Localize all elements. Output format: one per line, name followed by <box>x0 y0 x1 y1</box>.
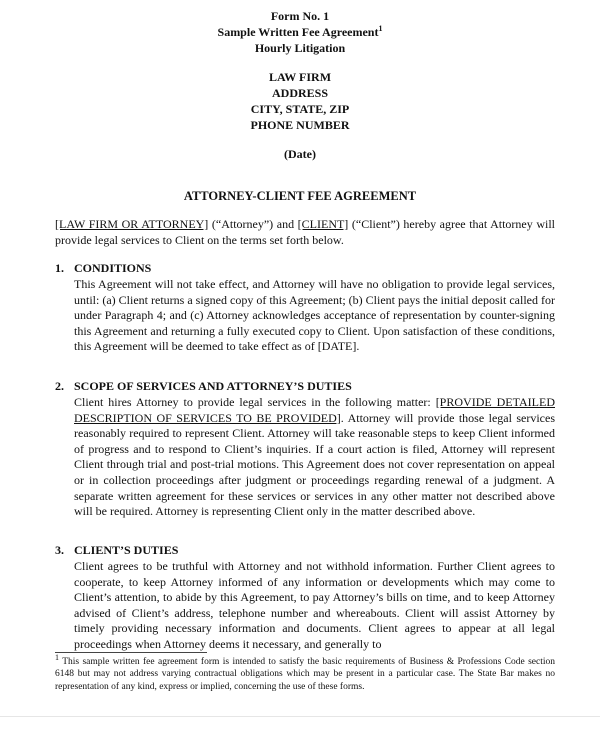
attorney-definition: (“Attorney”) and <box>208 217 298 231</box>
section-number: 3. <box>55 543 64 557</box>
section-body-client-duties: Client agrees to be truthful with Attorney and not withhold information. Further Client agrees to cooperate, to keep Attorney informed of any information or developments which may come to Client’s attention, to abide by this Agreement, to pay Attorney’s bills on time, and to keep Attorney advised of Client’s address, telephone number and whereabouts. Client will assist Attorney by timely providing necessary information and documents. Client agrees to appear at all legal proceedings when Attorney deems it necessary, and generally to <box>74 559 555 651</box>
footnote <box>55 652 555 693</box>
firm-name: LAW FIRM <box>268 70 332 84</box>
section-body-conditions: This Agreement will not take effect, and Attorney will have no obligation to provide legal services, until: (a) Client returns a signed copy of this Agreement; (b) Client pays the initial deposit called for under Paragraph 4; and (c) Attorney acknowledges acceptance of representation by counter-signing this Agreement and returning a fully executed copy to Client. Upon satisfaction of these conditions, this Agreement will be deemed to take effect as of [DATE]. <box>74 277 555 354</box>
page-bottom-edge <box>0 716 600 717</box>
section-title: SCOPE OF SERVICES AND ATTORNEY’S DUTIES <box>74 379 352 393</box>
section-number: 1. <box>55 261 64 275</box>
section-title: CONDITIONS <box>74 261 152 275</box>
client-placeholder: [CLIENT] <box>297 217 349 231</box>
agreement-date: (Date) <box>284 147 316 161</box>
firm-phone: PHONE NUMBER <box>250 118 350 132</box>
title-footnote-mark: 1 <box>378 24 383 33</box>
agreement-title: ATTORNEY-CLIENT FEE AGREEMENT <box>183 189 417 203</box>
section-number: 2. <box>55 379 64 393</box>
document-subtitle: Hourly Litigation <box>254 41 346 55</box>
firm-placeholder: [LAW FIRM OR ATTORNEY] <box>55 217 209 231</box>
footnote-text: This sample written fee agreement form is intended to satisfy the basic requirements of Business & Professions Code section 6148 but may not address varying contractual obligations which may be present in a particular case. The State Bar makes no representation of any kind, express or implied, concerning the use of these forms. <box>55 657 555 692</box>
intro-rest: (“Client”) hereby agree that Attorney will provide legal services to Client on the terms set forth below. <box>55 217 555 247</box>
document-title-text: Sample Written Fee Agreement <box>217 25 379 39</box>
form-number: Form No. 1 <box>270 9 330 23</box>
firm-address: ADDRESS <box>271 86 328 100</box>
section-title: CLIENT’S DUTIES <box>74 543 179 557</box>
footnote-mark: 1 <box>55 652 59 662</box>
footnote-separator <box>55 652 207 653</box>
scope-text-after: . Attorney will provide those legal services reasonably required to represent Client. Attorney will take reasonable steps to keep Client informed of progress and to respond to Client’s inquiries. If a court action is filed, Attorney will represent Client through trial and post-trial motions. This Agreement does not cover representation on appeal or in collection proceedings after judgment or proceedings regarding renewal of a judgment. A separate written agreement for these services or services in any other matter not described above will be required. Attorney is representing Client only in the matter described above. <box>74 410 556 519</box>
scope-text-before: Client hires Attorney to provide legal services in the following matter: <box>74 395 436 409</box>
services-placeholder: [PROVIDE DETAILED DESCRIPTION OF SERVICES TO BE PROVIDED] <box>74 395 555 425</box>
firm-city-state-zip: CITY, STATE, ZIP <box>250 102 350 116</box>
